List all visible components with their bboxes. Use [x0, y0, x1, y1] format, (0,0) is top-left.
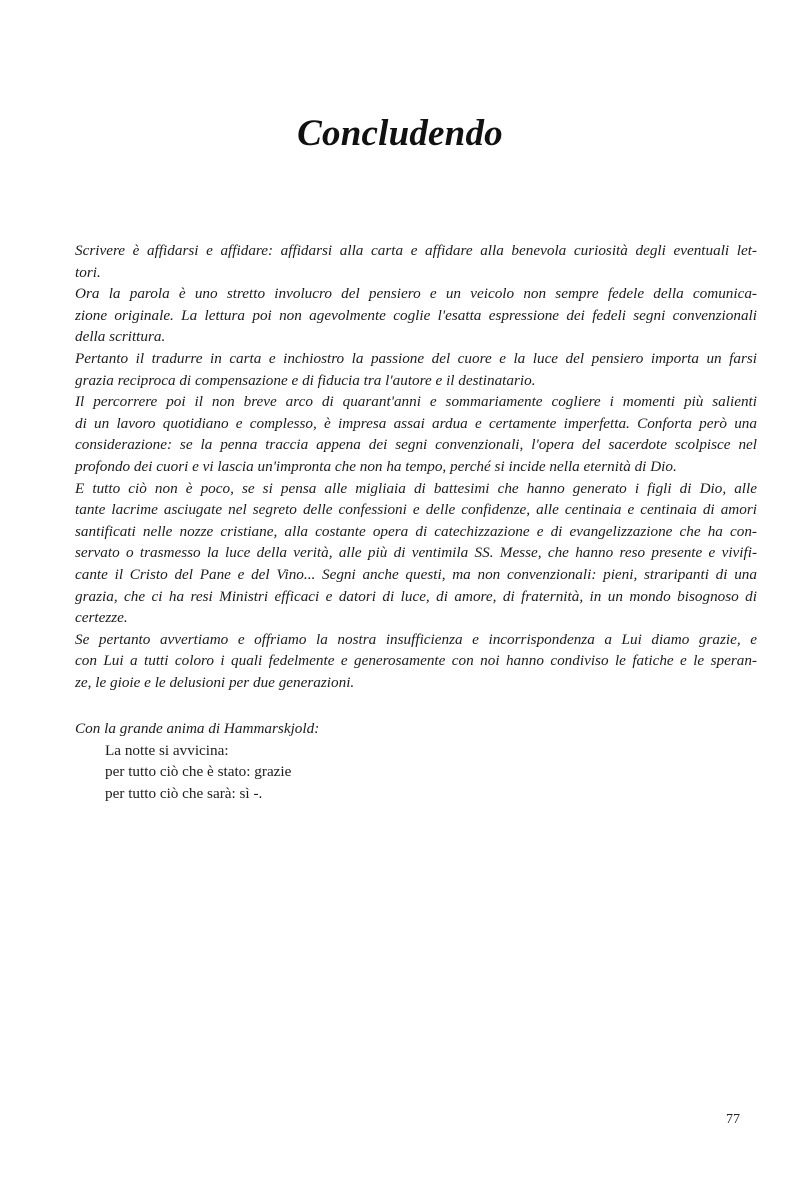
text-line: zione originale. La lettura poi non agevolmente coglie l'esatta espressione dei fedeli segni convenzionali [75, 306, 757, 324]
quote-intro: Con la grande anima di Hammarskjold: [75, 720, 320, 737]
page-title: Concludendo [297, 113, 503, 154]
closing-quote [75, 718, 757, 804]
text-line: di un lavoro quotidiano e complesso, è impresa assai ardua e certamente imperfetta. Conforta però una [75, 414, 757, 432]
text-line: della scrittura. [75, 328, 166, 346]
text-line: Se pertanto avvertiamo e offriamo la nostra insufficienza e incorrispondenza a Lui diamo grazie, e [75, 630, 757, 648]
text-line: considerazione: se la penna traccia appena dei segni convenzionali, l'opera del sacerdote scolpisce nel [75, 436, 757, 454]
text-line: servato o trasmesso la luce della verità, alle più di ventimila SS. Messe, che hanno reso presente e vivifi- [75, 544, 757, 562]
verse-line: per tutto ciò che sarà: sì -. [105, 784, 263, 802]
text-line: cante il Cristo del Pane e del Vino... Segni anche questi, ma non convenzionali: pieni, straripanti di una [75, 565, 757, 583]
verse-line: La notte si avvicina: [105, 741, 229, 759]
paragraph [75, 391, 757, 477]
text-line: Pertanto il tradurre in carta e inchiostro la passione del cuore e la luce del pensiero importa un farsi [75, 349, 757, 367]
text-line: grazia, che ci ha resi Ministri efficaci e datori di luce, di amore, di fraternità, in un mondo bisognoso di [75, 587, 757, 605]
paragraph [75, 629, 757, 694]
body-text [75, 240, 757, 693]
paragraph [75, 348, 757, 391]
paragraph [75, 283, 757, 348]
text-line: Ora la parola è uno stretto involucro del pensiero e un veicolo non sempre fedele della comunica- [75, 285, 757, 303]
paragraph [75, 478, 757, 629]
text-line: santificati nelle nozze cristiane, alla costante opera di catechizzazione e di evangelizzazione che ha con- [75, 522, 757, 540]
text-line: tante lacrime asciugate nel segreto delle confessioni e delle confidenze, alle centinaia e centinaia di amori [75, 501, 757, 519]
text-line: certezze. [75, 609, 128, 627]
text-line: E tutto ciò non è poco, se si pensa alle migliaia di battesimi che hanno generato i figli di Dio, alle [75, 479, 757, 497]
text-line: profondo dei cuori e vi lascia un'impronta che non ha tempo, perché si incide nella eternità di Dio. [75, 457, 677, 475]
text-line: Scrivere è affidarsi e affidare: affidarsi alla carta e affidare alla benevola curiosità degli eventuali let- [75, 242, 757, 259]
text-line: grazia reciproca di compensazione e di fiducia tra l'autore e il destinatario. [75, 371, 536, 389]
text-line: tori. [75, 263, 101, 281]
text-line: ze, le gioie e le delusioni per due generazioni. [75, 673, 355, 691]
paragraph [75, 240, 757, 283]
page-number: 77 [726, 1112, 740, 1127]
text-line: con Lui a tutti coloro i quali fedelmente e generosamente con noi hanno condiviso le fatiche e le speran- [75, 652, 757, 670]
verse-line: per tutto ciò che è stato: grazie [105, 763, 292, 781]
text-line: Il percorrere poi il non breve arco di quarant'anni e sommariamente cogliere i momenti più salienti [75, 393, 757, 411]
